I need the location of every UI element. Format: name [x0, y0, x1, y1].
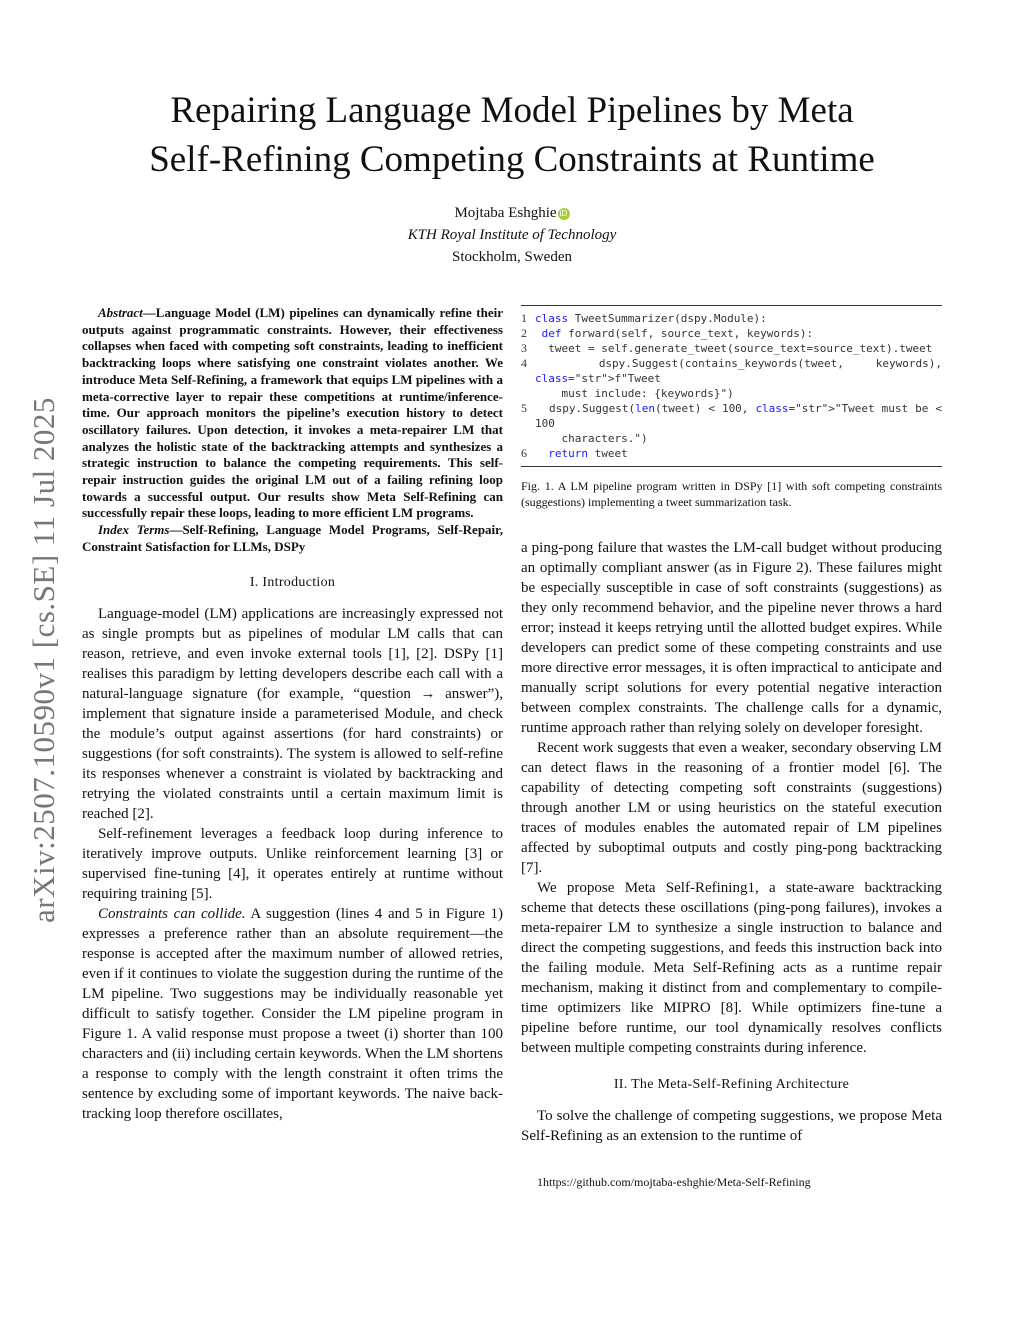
code-text: tweet = self.generate_tweet(source_text=source_text).tweet — [535, 342, 933, 355]
code-line — [521, 326, 942, 341]
orcid-icon[interactable]: iD — [558, 208, 570, 220]
paper-title — [80, 86, 944, 184]
abstract-text: —Language Model (LM) pipelines can dynamically refine their outputs against programmatic constraints. However, their effectiveness collapses when faced with competing soft constraints, leading to inefficient backtracking loops where satisfying one constraint violates another. We introduce Meta Self-Refining, a framework that equips LM pipelines with a meta-corrective layer to repair these competitions at runtime/inference-time. Our approach monitors the pipeline’s execution history to detect oscillatory failures. Upon detection, it invokes a meta-repairer LM that analyzes the holistic state of the backtracking attempts and synthesizes a strategic instruction to balance the competing requirements. This self-repair instruction guides the original LM out of a failing refining loop towards a successful output. Our results show Meta Self-Refining can successfully repair these loops, leading to more efficient LM programs. — [82, 305, 503, 521]
code-listing — [521, 305, 949, 467]
code-text: def forward(self, source_text, keywords): — [541, 327, 814, 340]
line-number: 2 — [521, 326, 527, 340]
intro-paragraph-2: Self-refinement leverages a feedback loop during inference to iteratively improve outputs. Unlike reinforcement learning [3] or supervised fine-tuning [4], it operates entirely at runtime without requiring training [5]. — [82, 825, 503, 902]
intro-paragraph-3-lead: Constraints can collide. — [98, 905, 246, 922]
line-number: 5 — [521, 401, 527, 415]
title-line-1: Repairing Language Model Pipelines by Meta — [170, 90, 854, 131]
right-paragraph-3: We propose Meta Self-Refining1, a state-aware backtracking scheme that detects these oscillations (ping-pong failures), invokes a meta-repairer LM to synthesize a single instruction to balance and direct the competing suggestions, and feeds this instruction back into the failing module. Meta Self-Refining acts as a runtime repair mechanism, making it distinct from and complementary to compile-time optimizers like MIPRO [8]. While optimizers fine-tune a pipeline before runtime, our tool dynamically resolves conflicts between multiple competing constraints during inference. — [521, 880, 942, 1056]
section-heading-architecture: II. The Meta-Self-Refining Architecture — [613, 1077, 850, 1092]
author-location: Stockholm, Sweden — [452, 249, 572, 265]
line-number: 3 — [521, 341, 527, 355]
code-text: return tweet — [548, 447, 628, 460]
right-paragraph-2: Recent work suggests that even a weaker, secondary observing LM can detect flaws in the reasoning of a frontier model [6]. The capability of detecting competing soft constraints (suggestions) through another LM or using heuristics on the stateful execution traces of modules enables the automated repair of LM pipelines affected by suboptimal outputs and costly ping-pong backtracking [7]. — [521, 740, 942, 876]
code-text: class TweetSummarizer(dspy.Module): — [535, 312, 767, 325]
line-number: 1 — [521, 311, 527, 325]
author-name: Mojtaba Eshghie — [454, 205, 557, 221]
right-column — [521, 305, 949, 1192]
intro-paragraph-3-text: A suggestion (lines 4 and 5 in Figure 1) expresses a preference rather than an absolute requirement—the response is accepted after the maximum number of allowed retries, even if it continues to violate the suggestion during the runtime of the LM pipeline. Two suggestions may be individually reasonable yet difficult to satisfy together. Consider the LM pipeline program in Figure 1. A valid response must propose a tweet (i) shorter than 100 characters and (ii) including certain keywords. When the LM shortens a response to comply with the length constraint it often trims the sentence by excluding some of important keywords. The naive back-tracking loop therefore oscillates, — [82, 905, 504, 1122]
abstract-label: Abstract — [98, 305, 143, 320]
left-column — [82, 305, 503, 1124]
intro-paragraph-3 — [82, 904, 503, 1124]
code-text: dspy.Suggest(len(tweet) < 100, class="str">"Tweet must be < 100 characters.") — [535, 402, 943, 445]
line-number: 4 — [521, 356, 527, 370]
intro-paragraph-1: Language-model (LM) applications are increasingly expressed not as single prompts but as pipelines of modular LM calls that can reason, retrieve, and even invoke external tools [1], [2]. DSPy [1] realises this paradigm by letting developers describe each call with a natural-language signature (for example, “question → answer”), implement that signature inside a parameterised Module, and check the module’s output against assertions (for hard constraints) or suggestions (for soft constraints). The system is allowed to self-refine its responses whenever a constraint is violated by backtracking and retrying the violated constraints until a certain maximum limit is reached [2]. — [82, 605, 503, 822]
footnote[interactable]: 1https://github.com/mojtaba-eshghie/Meta-Self-Refining — [537, 1175, 811, 1189]
right-paragraph-1: a ping-pong failure that wastes the LM-call budget without producing an optimally compliant answer (as in Figure 2). These failures might be especially susceptible in case of soft constraints (suggestions) as they only recommend behavior, and the pipeline never throws a hard error; instead it keeps retrying until the allotted budget expires. While developers can predict some of these competing constraints and use more directive error messages, it is often impractical to anticipate and manually script solutions for every potential negative interaction between complex constraints. The challenge calls for a dynamic, runtime approach rather than relying solely on developer foresight. — [521, 540, 942, 736]
arxiv-side-label: arXiv:2507.10590v1 [cs.SE] 11 Jul 2025 — [26, 397, 61, 923]
author-affiliation: KTH Royal Institute of Technology — [407, 227, 617, 243]
code-line — [521, 356, 949, 401]
author-block — [300, 202, 724, 268]
code-line — [521, 401, 942, 446]
figure-1-caption: Fig. 1. A LM pipeline program written in DSPy [1] with soft competing constraints (suggestions) implementing a tweet summarization task. — [521, 479, 942, 509]
title-line-2: Self-Refining Competing Constraints at Runtime — [149, 139, 875, 180]
abstract — [82, 305, 503, 522]
line-number: 6 — [521, 446, 527, 460]
index-terms-label: Index Terms — [98, 522, 170, 538]
section-heading-introduction: I. Introduction — [249, 574, 336, 590]
index-terms-text: —Self-Refining, Language Model Programs, Self-Repair, Constraint Satisfaction for LLMs, DSPy — [82, 522, 503, 554]
author-line — [300, 202, 724, 224]
code-line — [521, 311, 942, 326]
code-line — [521, 446, 942, 461]
right-paragraph-4: To solve the challenge of competing suggestions, we propose Meta Self-Refining as an extension to the runtime of — [521, 1108, 942, 1144]
code-line — [521, 341, 942, 356]
index-terms — [82, 522, 503, 555]
code-text: dspy.Suggest(contains_keywords(tweet, keywords), class="str">f"Tweet must include: {keywords}") — [535, 357, 949, 400]
